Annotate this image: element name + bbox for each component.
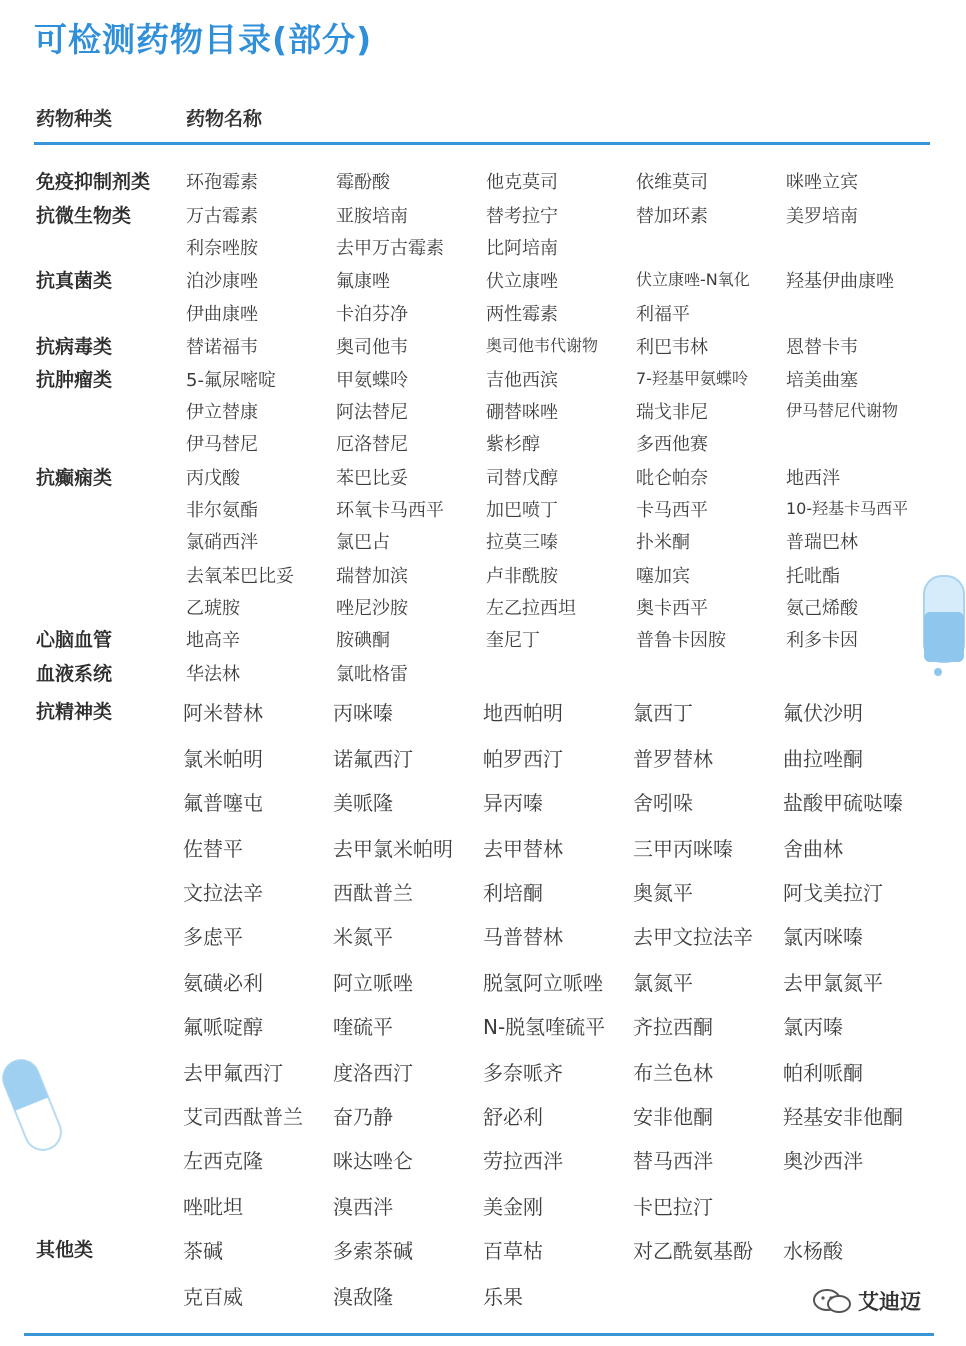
drug-name: 乙琥胺 <box>186 598 240 619</box>
drug-name: 万古霉素 <box>186 206 258 227</box>
category-label: 抗真菌类 <box>36 270 113 292</box>
drug-name: 度洛西汀 <box>333 1061 413 1085</box>
drug-name: 美金刚 <box>483 1195 543 1219</box>
drug-name: 胺碘酮 <box>336 630 390 651</box>
drug-name: 去甲氯米帕明 <box>333 837 453 861</box>
drug-name: 水杨酸 <box>783 1239 843 1263</box>
category-label: 抗病毒类 <box>36 336 113 358</box>
drug-name: 卡泊芬净 <box>336 304 408 325</box>
drug-name: 舒必利 <box>483 1105 543 1129</box>
drug-name: 唑尼沙胺 <box>336 598 408 619</box>
drug-name: 氨磺必利 <box>183 971 263 995</box>
drug-name: 甲氨蝶呤 <box>336 370 408 391</box>
drug-name: 环孢霉素 <box>186 172 258 193</box>
drug-name: N-脱氢喹硫平 <box>483 1015 606 1039</box>
drug-name: 加巴喷丁 <box>486 500 558 521</box>
drug-name: 美罗培南 <box>786 206 858 227</box>
drug-name: 环氧卡马西平 <box>336 500 444 521</box>
drug-name: 氯丙嗪 <box>783 1015 843 1039</box>
drug-name: 7-羟基甲氨蝶呤 <box>636 369 748 388</box>
drug-name: 丙戊酸 <box>186 468 240 489</box>
drug-name: 两性霉素 <box>486 304 558 325</box>
drug-name: 他克莫司 <box>486 172 558 193</box>
drug-name: 马普替林 <box>483 925 563 949</box>
drug-name: 帕罗西汀 <box>483 747 563 771</box>
category-label: 抗精神类 <box>36 701 113 723</box>
drug-name: 阿米替林 <box>183 701 263 725</box>
category-label: 血液系统 <box>36 663 113 685</box>
drug-name: 氯硝西泮 <box>186 532 258 553</box>
drug-name: 诺氟西汀 <box>333 747 413 771</box>
drug-name: 华法林 <box>186 664 240 685</box>
drug-name: 伊曲康唑 <box>186 304 258 325</box>
drug-name: 10-羟基卡马西平 <box>786 499 909 518</box>
drug-name: 氟哌啶醇 <box>183 1015 263 1039</box>
drug-name: 曲拉唑酮 <box>783 747 863 771</box>
drug-name: 比阿培南 <box>486 238 558 259</box>
drug-name: 去甲替林 <box>483 837 563 861</box>
drug-name: 利福平 <box>636 304 690 325</box>
drug-name: 利多卡因 <box>786 630 858 651</box>
drug-name: 瑞替加滨 <box>336 566 408 587</box>
drug-name: 普罗替林 <box>633 747 713 771</box>
drug-name: 厄洛替尼 <box>336 434 408 455</box>
drug-name: 劳拉西泮 <box>483 1149 563 1173</box>
drug-name: 溴敌隆 <box>333 1285 393 1309</box>
drug-name: 伏立康唑-N氧化 <box>636 270 750 289</box>
drug-name: 瑞戈非尼 <box>636 402 708 423</box>
drug-name: 依维莫司 <box>636 172 708 193</box>
drug-name: 利奈唑胺 <box>186 238 258 259</box>
drug-name: 替加环素 <box>636 206 708 227</box>
drug-name: 氯西丁 <box>633 701 693 725</box>
drug-name: 硼替咪唑 <box>486 402 558 423</box>
drug-name: 普鲁卡因胺 <box>636 630 726 651</box>
drug-name: 伊立替康 <box>186 402 258 423</box>
drug-name: 三甲丙咪嗪 <box>633 837 733 861</box>
drug-name: 霉酚酸 <box>336 172 390 193</box>
category-label: 抗癫痫类 <box>36 467 113 489</box>
drug-name: 伏立康唑 <box>486 271 558 292</box>
drug-name: 扑米酮 <box>636 532 690 553</box>
drug-name: 奥卡西平 <box>636 598 708 619</box>
column-header-category: 药物种类 <box>36 108 113 130</box>
drug-name: 托吡酯 <box>786 566 840 587</box>
drug-name: 氯巴占 <box>336 532 390 553</box>
drug-name: 西酞普兰 <box>333 881 413 905</box>
drug-name: 苯巴比妥 <box>336 468 408 489</box>
drug-name: 亚胺培南 <box>336 206 408 227</box>
drug-name: 卡巴拉汀 <box>633 1195 713 1219</box>
drug-name: 阿立哌唑 <box>333 971 413 995</box>
drug-name: 艾司西酞普兰 <box>183 1105 303 1129</box>
drug-name: 氟康唑 <box>336 271 390 292</box>
drug-name: 卡马西平 <box>636 500 708 521</box>
drug-name: 帕利哌酮 <box>783 1061 863 1085</box>
drug-name: 伊马替尼 <box>186 434 258 455</box>
drug-name: 5-氟尿嘧啶 <box>186 370 276 391</box>
column-header-drug-name: 药物名称 <box>186 108 263 130</box>
drug-name: 氟伏沙明 <box>783 701 863 725</box>
category-label: 其他类 <box>36 1239 94 1261</box>
drug-name: 阿戈美拉汀 <box>783 881 883 905</box>
drug-name: 氯丙咪嗪 <box>783 925 863 949</box>
drug-name: 普瑞巴林 <box>786 532 858 553</box>
drug-name: 奥沙西泮 <box>783 1149 863 1173</box>
drug-name: 地西帕明 <box>483 701 563 725</box>
drug-name: 喹硫平 <box>333 1015 393 1039</box>
drug-name: 左乙拉西坦 <box>486 598 576 619</box>
drug-name: 齐拉西酮 <box>633 1015 713 1039</box>
watermark <box>812 1286 921 1316</box>
drug-name: 泊沙康唑 <box>186 271 258 292</box>
drug-name: 氯米帕明 <box>183 747 263 771</box>
drug-name: 替诺福韦 <box>186 337 258 358</box>
drug-name: 多奈哌齐 <box>483 1061 563 1085</box>
capsule-decoration-icon <box>918 572 966 682</box>
drug-name: 培美曲塞 <box>786 370 858 391</box>
drug-name: 紫杉醇 <box>486 434 540 455</box>
drug-name: 去甲文拉法辛 <box>633 925 753 949</box>
drug-name: 利巴韦林 <box>636 337 708 358</box>
drug-name: 地高辛 <box>186 630 240 651</box>
drug-name: 佐替平 <box>183 837 243 861</box>
category-label: 抗肿瘤类 <box>36 369 113 391</box>
drug-name: 吡仑帕奈 <box>636 468 708 489</box>
drug-name: 百草枯 <box>483 1239 543 1263</box>
header-divider <box>34 142 930 145</box>
watermark-text: 艾迪迈 <box>858 1290 921 1314</box>
drug-name: 多西他赛 <box>636 434 708 455</box>
drug-name: 多虑平 <box>183 925 243 949</box>
drug-name: 盐酸甲硫哒嗪 <box>783 791 903 815</box>
drug-name: 克百威 <box>183 1285 243 1309</box>
drug-name: 卢非酰胺 <box>486 566 558 587</box>
drug-name: 奋乃静 <box>333 1105 393 1129</box>
drug-name: 司替戊醇 <box>486 468 558 489</box>
drug-name: 羟基安非他酮 <box>783 1105 903 1129</box>
category-label: 免疫抑制剂类 <box>36 171 151 193</box>
drug-name: 地西泮 <box>786 468 840 489</box>
drug-name: 奎尼丁 <box>486 630 540 651</box>
drug-name: 非尔氨酯 <box>186 500 258 521</box>
drug-name: 茶碱 <box>183 1239 223 1263</box>
drug-name: 羟基伊曲康唑 <box>786 271 894 292</box>
drug-name: 氨己烯酸 <box>786 598 858 619</box>
drug-name: 拉莫三嗪 <box>486 532 558 553</box>
drug-name: 丙咪嗪 <box>333 701 393 725</box>
drug-name: 左西克隆 <box>183 1149 263 1173</box>
drug-name: 吉他西滨 <box>486 370 558 391</box>
drug-name: 氯吡格雷 <box>336 664 408 685</box>
drug-name: 氯氮平 <box>633 971 693 995</box>
drug-name: 噻加宾 <box>636 566 690 587</box>
drug-name: 奥司他韦代谢物 <box>486 336 599 355</box>
drug-name: 去甲万古霉素 <box>336 238 444 259</box>
capsule-decoration-icon <box>0 1050 64 1160</box>
drug-name: 奥司他韦 <box>336 337 408 358</box>
footer-divider <box>24 1333 934 1336</box>
drug-name: 舍曲林 <box>783 837 843 861</box>
page-title: 可检测药物目录(部分) <box>34 20 373 59</box>
drug-name: 文拉法辛 <box>183 881 263 905</box>
drug-name: 伊马替尼代谢物 <box>786 401 899 420</box>
drug-name: 奥氮平 <box>633 881 693 905</box>
drug-name: 脱氢阿立哌唑 <box>483 971 603 995</box>
category-label: 心脑血管 <box>36 629 113 651</box>
drug-name: 咪唑立宾 <box>786 172 858 193</box>
drug-name: 对乙酰氨基酚 <box>633 1239 753 1263</box>
drug-name: 阿法替尼 <box>336 402 408 423</box>
drug-name: 替马西泮 <box>633 1149 713 1173</box>
drug-name: 利培酮 <box>483 881 543 905</box>
drug-name: 异丙嗪 <box>483 791 543 815</box>
drug-name: 去甲氟西汀 <box>183 1061 283 1085</box>
drug-name: 美哌隆 <box>333 791 393 815</box>
drug-name: 舍吲哚 <box>633 791 693 815</box>
wechat-icon <box>812 1288 852 1314</box>
drug-name: 乐果 <box>483 1285 523 1309</box>
category-label: 抗微生物类 <box>36 205 132 227</box>
drug-name: 多索茶碱 <box>333 1239 413 1263</box>
drug-name: 安非他酮 <box>633 1105 713 1129</box>
drug-name: 去氧苯巴比妥 <box>186 566 294 587</box>
drug-name: 氟普噻屯 <box>183 791 263 815</box>
drug-name: 溴西泮 <box>333 1195 393 1219</box>
drug-name: 咪达唑仑 <box>333 1149 413 1173</box>
drug-name: 替考拉宁 <box>486 206 558 227</box>
drug-name: 唑吡坦 <box>183 1195 243 1219</box>
drug-name: 恩替卡韦 <box>786 337 858 358</box>
drug-name: 米氮平 <box>333 925 393 949</box>
drug-name: 去甲氯氮平 <box>783 971 883 995</box>
drug-name: 布兰色林 <box>633 1061 713 1085</box>
